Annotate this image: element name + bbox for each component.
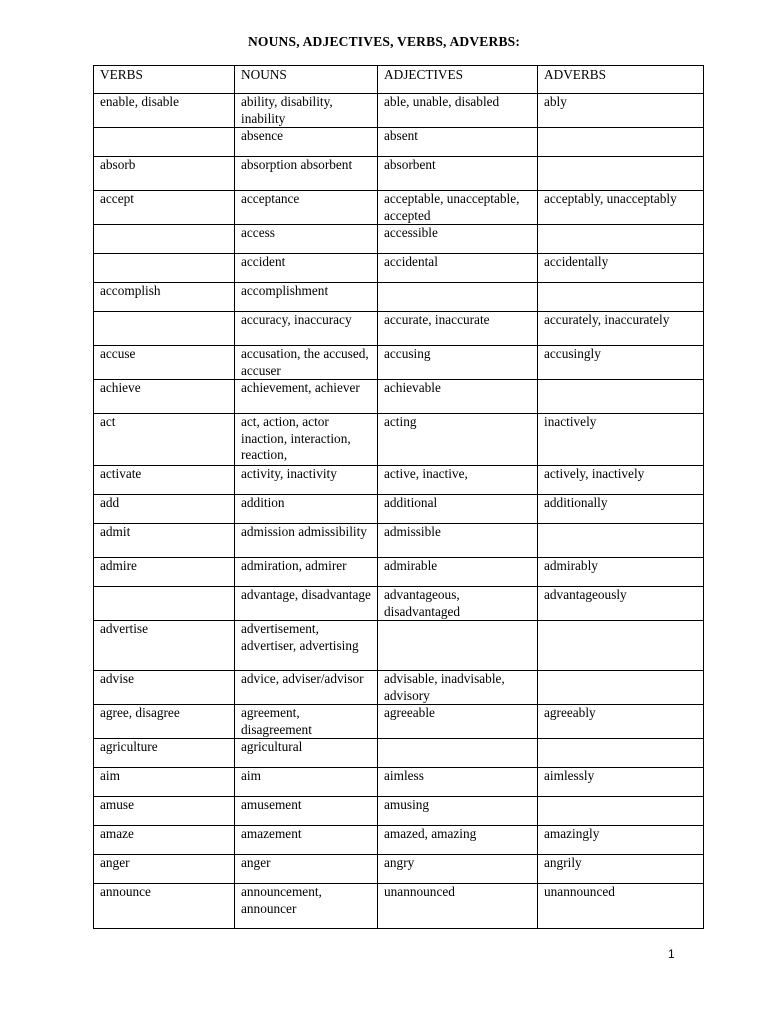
adjective-cell: unannounced: [378, 884, 538, 929]
noun-cell: admiration, admirer: [235, 558, 378, 587]
adverb-cell: inactively: [538, 414, 704, 466]
table-row: [94, 621, 704, 671]
adjective-cell: absorbent: [378, 157, 538, 191]
column-header: VERBS: [94, 66, 235, 94]
noun-cell: agricultural: [235, 739, 378, 768]
adjective-cell: advantageous, disadvantaged: [378, 587, 538, 621]
noun-cell: access: [235, 225, 378, 254]
adjective-cell: accusing: [378, 346, 538, 380]
adverb-cell: unannounced: [538, 884, 704, 929]
verb-cell: aim: [94, 768, 235, 797]
adverb-cell: accusingly: [538, 346, 704, 380]
adverb-cell: [538, 739, 704, 768]
adverb-cell: accurately, inaccurately: [538, 312, 704, 346]
table-row: [94, 884, 704, 929]
verb-cell: accomplish: [94, 283, 235, 312]
noun-cell: ability, disability, inability: [235, 94, 378, 128]
adjective-cell: accurate, inaccurate: [378, 312, 538, 346]
verb-cell: agree, disagree: [94, 705, 235, 739]
adverb-cell: [538, 128, 704, 157]
noun-cell: accident: [235, 254, 378, 283]
adverb-cell: accidentally: [538, 254, 704, 283]
adverb-cell: [538, 283, 704, 312]
table-row: [94, 587, 704, 621]
table-row: [94, 225, 704, 254]
adjective-cell: additional: [378, 495, 538, 524]
verb-cell: activate: [94, 466, 235, 495]
verb-cell: anger: [94, 855, 235, 884]
noun-cell: aim: [235, 768, 378, 797]
adjective-cell: advisable, inadvisable, advisory: [378, 671, 538, 705]
table-row: [94, 283, 704, 312]
verb-cell: announce: [94, 884, 235, 929]
noun-cell: announcement, announcer: [235, 884, 378, 929]
verb-cell: accept: [94, 191, 235, 225]
verb-cell: amuse: [94, 797, 235, 826]
adverb-cell: [538, 524, 704, 558]
noun-cell: act, action, actor inaction, interaction, reaction,: [235, 414, 378, 466]
verb-cell: [94, 128, 235, 157]
verb-cell: admit: [94, 524, 235, 558]
table-row: [94, 128, 704, 157]
adverb-cell: amazingly: [538, 826, 704, 855]
table-body: [94, 94, 704, 929]
adverb-cell: [538, 797, 704, 826]
adverb-cell: additionally: [538, 495, 704, 524]
adjective-cell: [378, 621, 538, 671]
noun-cell: admission admissibility: [235, 524, 378, 558]
adjective-cell: admirable: [378, 558, 538, 587]
verb-cell: agriculture: [94, 739, 235, 768]
adjective-cell: active, inactive,: [378, 466, 538, 495]
verb-cell: absorb: [94, 157, 235, 191]
adverb-cell: [538, 671, 704, 705]
word-forms-table: [93, 65, 704, 929]
table-row: [94, 768, 704, 797]
table-row: [94, 254, 704, 283]
noun-cell: accomplishment: [235, 283, 378, 312]
noun-cell: absence: [235, 128, 378, 157]
noun-cell: acceptance: [235, 191, 378, 225]
noun-cell: advertisement, advertiser, advertising: [235, 621, 378, 671]
adjective-cell: able, unable, disabled: [378, 94, 538, 128]
table-row: [94, 94, 704, 128]
verb-cell: [94, 225, 235, 254]
adverb-cell: [538, 157, 704, 191]
adverb-cell: angrily: [538, 855, 704, 884]
adjective-cell: angry: [378, 855, 538, 884]
table-row: [94, 671, 704, 705]
adjective-cell: admissible: [378, 524, 538, 558]
verb-cell: advertise: [94, 621, 235, 671]
noun-cell: advice, adviser/advisor: [235, 671, 378, 705]
verb-cell: enable, disable: [94, 94, 235, 128]
verb-cell: admire: [94, 558, 235, 587]
verb-cell: add: [94, 495, 235, 524]
noun-cell: accusation, the accused, accuser: [235, 346, 378, 380]
adverb-cell: [538, 380, 704, 414]
adjective-cell: [378, 283, 538, 312]
page-number: 1: [668, 947, 675, 961]
noun-cell: agreement, disagreement: [235, 705, 378, 739]
table-row: [94, 855, 704, 884]
noun-cell: addition: [235, 495, 378, 524]
verb-cell: advise: [94, 671, 235, 705]
adjective-cell: accidental: [378, 254, 538, 283]
table-row: [94, 797, 704, 826]
table-row: [94, 312, 704, 346]
adjective-cell: aimless: [378, 768, 538, 797]
table-row: [94, 346, 704, 380]
column-header: ADJECTIVES: [378, 66, 538, 94]
adjective-cell: acceptable, unacceptable, accepted: [378, 191, 538, 225]
table-row: [94, 739, 704, 768]
noun-cell: amazement: [235, 826, 378, 855]
adverb-cell: aimlessly: [538, 768, 704, 797]
noun-cell: activity, inactivity: [235, 466, 378, 495]
table-row: [94, 495, 704, 524]
table-row: [94, 558, 704, 587]
adverb-cell: actively, inactively: [538, 466, 704, 495]
adverb-cell: advantageously: [538, 587, 704, 621]
adjective-cell: amazed, amazing: [378, 826, 538, 855]
adverb-cell: acceptably, unacceptably: [538, 191, 704, 225]
adjective-cell: acting: [378, 414, 538, 466]
table-row: [94, 524, 704, 558]
noun-cell: amusement: [235, 797, 378, 826]
table-row: [94, 414, 704, 466]
adjective-cell: [378, 739, 538, 768]
table-row: [94, 466, 704, 495]
adverb-cell: agreeably: [538, 705, 704, 739]
adverb-cell: ably: [538, 94, 704, 128]
verb-cell: accuse: [94, 346, 235, 380]
header-row: [94, 66, 704, 94]
adverb-cell: admirably: [538, 558, 704, 587]
adverb-cell: [538, 225, 704, 254]
page-title: NOUNS, ADJECTIVES, VERBS, ADVERBS:: [247, 34, 521, 49]
table-row: [94, 380, 704, 414]
adjective-cell: agreeable: [378, 705, 538, 739]
verb-cell: [94, 312, 235, 346]
adjective-cell: achievable: [378, 380, 538, 414]
verb-cell: act: [94, 414, 235, 466]
table-row: [94, 705, 704, 739]
column-header: NOUNS: [235, 66, 378, 94]
verb-cell: achieve: [94, 380, 235, 414]
table-row: [94, 191, 704, 225]
table-row: [94, 157, 704, 191]
verb-cell: [94, 587, 235, 621]
noun-cell: advantage, disadvantage: [235, 587, 378, 621]
noun-cell: anger: [235, 855, 378, 884]
noun-cell: achievement, achiever: [235, 380, 378, 414]
verb-cell: [94, 254, 235, 283]
adjective-cell: amusing: [378, 797, 538, 826]
verb-cell: amaze: [94, 826, 235, 855]
noun-cell: accuracy, inaccuracy: [235, 312, 378, 346]
column-header: ADVERBS: [538, 66, 704, 94]
noun-cell: absorption absorbent: [235, 157, 378, 191]
table-row: [94, 826, 704, 855]
adjective-cell: accessible: [378, 225, 538, 254]
adverb-cell: [538, 621, 704, 671]
adjective-cell: absent: [378, 128, 538, 157]
